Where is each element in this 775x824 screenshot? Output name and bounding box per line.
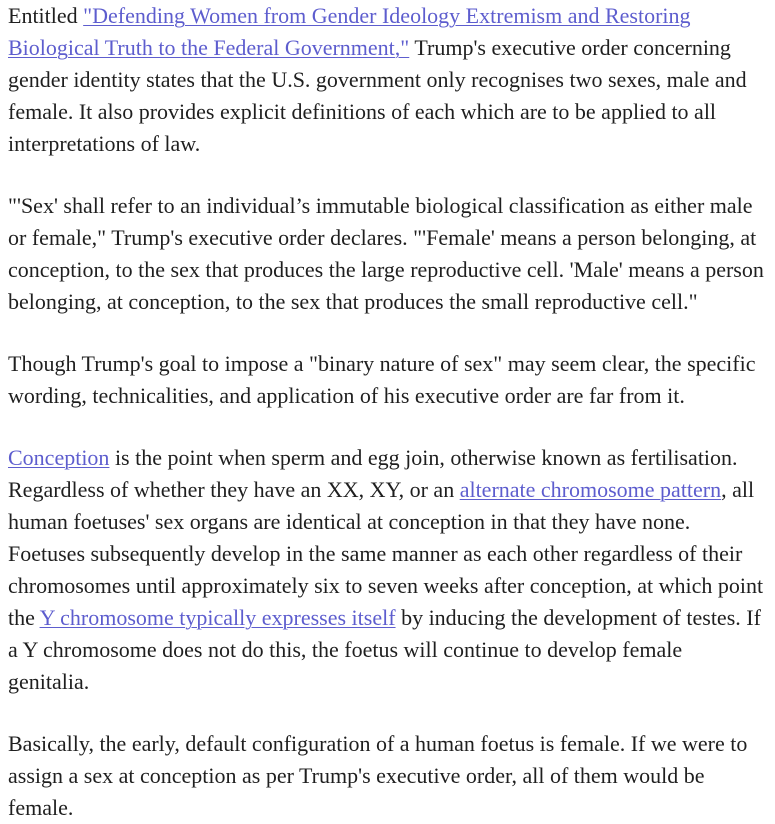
paragraph-1	[8, 0, 768, 160]
paragraph-3	[8, 348, 768, 412]
link-conception[interactable]: Conception	[8, 445, 110, 470]
text-run: is the point when sperm and egg join, otherwise known as fertilisation. Regardless of whether they have an XX, XY, or an	[8, 445, 738, 502]
link-alternate-chromosome-pattern[interactable]: alternate chromosome pattern	[459, 477, 722, 502]
paragraph-5	[8, 728, 768, 824]
paragraph-2	[8, 190, 768, 318]
link-y-chromosome-expresses-itself[interactable]: Y chromosome typically expresses itself	[39, 605, 396, 630]
text-run: by inducing the development of testes. If a Y chromosome does not do this, the foetus will continue to develop female genitalia.	[8, 605, 761, 694]
link-defending-women-executive-order[interactable]: "Defending Women from Gender Ideology Extremism and Restoring Biological Truth to the Federal Government,"	[8, 3, 691, 60]
text-run: Entitled	[8, 3, 84, 28]
text-run: Though Trump's goal to impose a "binary nature of sex" may seem clear, the specific wording, technicalities, and application of his executive order are far from it.	[8, 351, 756, 408]
text-run: Trump's executive order concerning gender identity states that the U.S. government only recognises two sexes, male and female. It also provides explicit definitions of each which are to be applied to all interpretations of law.	[8, 35, 747, 156]
text-run: Basically, the early, default configuration of a human foetus is female. If we were to assign a sex at conception as per Trump's executive order, all of them would be female.	[8, 731, 748, 820]
text-run: , all human foetuses' sex organs are identical at conception in that they have none. Foetuses subsequently develop in the same manner as each other regardless of their chromosomes until approximately six to seven weeks after conception, at which point the	[8, 477, 764, 630]
paragraph-4	[8, 442, 768, 698]
text-run: "'Sex' shall refer to an individual’s immutable biological classification as either male or female," Trump's executive order declares. "'Female' means a person belonging, at conception, to the sex that produces the large reproductive cell. 'Male' means a person belonging, at conception, to the sex that produces the small reproductive cell."	[8, 193, 764, 314]
